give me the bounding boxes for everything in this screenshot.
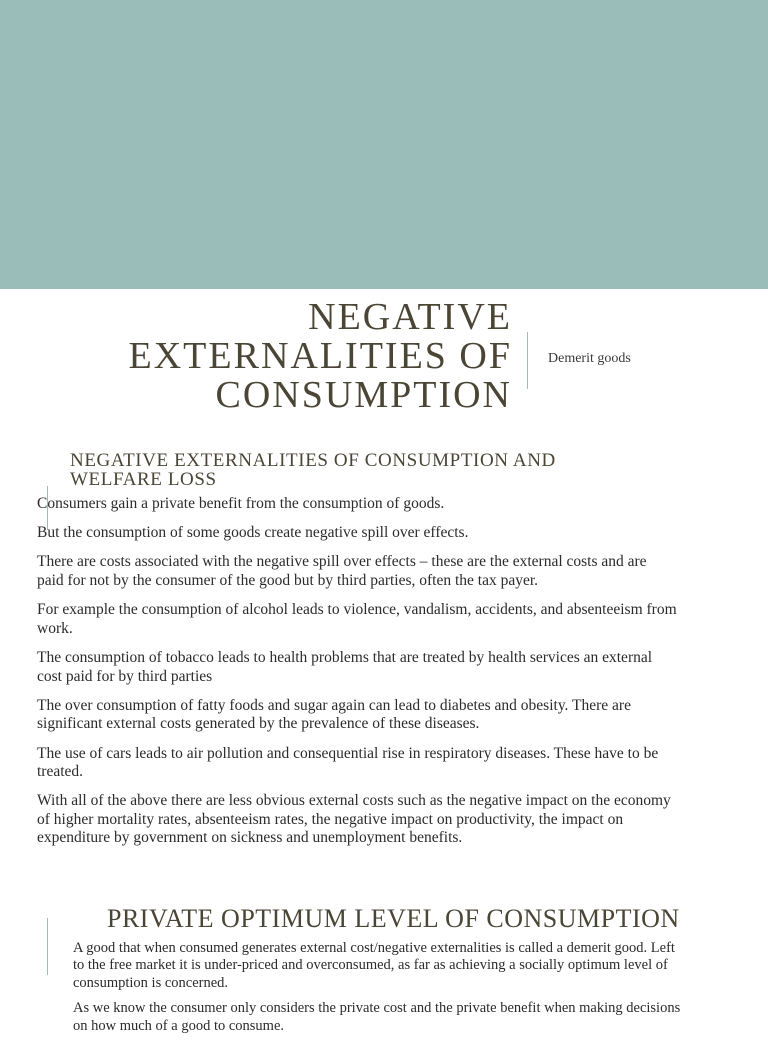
title-banner bbox=[0, 0, 768, 289]
section-body-private-optimum bbox=[73, 940, 683, 1043]
paragraph: With all of the above there are less obvious external costs such as the negative impact on the economy of higher mortality rates, absenteeism rates, the negative impact on productivity, the impact on expenditure by government on sickness and unemployment benefits. bbox=[37, 792, 671, 847]
paragraph: A good that when consumed generates external cost/negative externalities is called a demerit good. Left to the free market it is under-priced and overconsumed, as far as achieving a socially optimum level of consumption is concerned. bbox=[73, 940, 675, 991]
paragraph: The consumption of tobacco leads to health problems that are treated by health services an external cost paid for by third parties bbox=[37, 648, 653, 685]
accent-bar bbox=[47, 918, 48, 975]
paragraph: But the consumption of some goods create negative spill over effects. bbox=[37, 524, 469, 542]
paragraph: There are costs associated with the negative spill over effects – these are the external costs and are paid for not by the consumer of the good but by third parties, often the tax payer. bbox=[37, 553, 647, 589]
paragraph: Consumers gain a private benefit from the consumption of goods. bbox=[37, 495, 445, 512]
slide-subtitle: Demerit goods bbox=[548, 351, 631, 366]
title-divider bbox=[527, 332, 528, 389]
paragraph: The use of cars leads to air pollution and consequential rise in respiratory diseases. These have to be treated. bbox=[37, 744, 659, 781]
paragraph: As we know the consumer only considers the private cost and the private benefit when making decisions on how much of a good to consume. bbox=[73, 1000, 681, 1034]
paragraph: For example the consumption of alcohol leads to violence, vandalism, accidents, and absenteeism from work. bbox=[37, 601, 677, 637]
section-heading-private-optimum: PRIVATE OPTIMUM LEVEL OF CONSUMPTION bbox=[107, 904, 680, 933]
slide-title: NEGATIVE EXTERNALITIES OF CONSUMPTION bbox=[128, 296, 512, 416]
paragraph: The over consumption of fatty foods and sugar again can lead to diabetes and obesity. There are significant external costs generated by the prevalence of these diseases. bbox=[37, 696, 631, 733]
section-heading-welfare-loss: NEGATIVE EXTERNALITIES OF CONSUMPTION AND WELFARE LOSS bbox=[70, 450, 556, 490]
section-body-welfare-loss bbox=[37, 495, 677, 859]
